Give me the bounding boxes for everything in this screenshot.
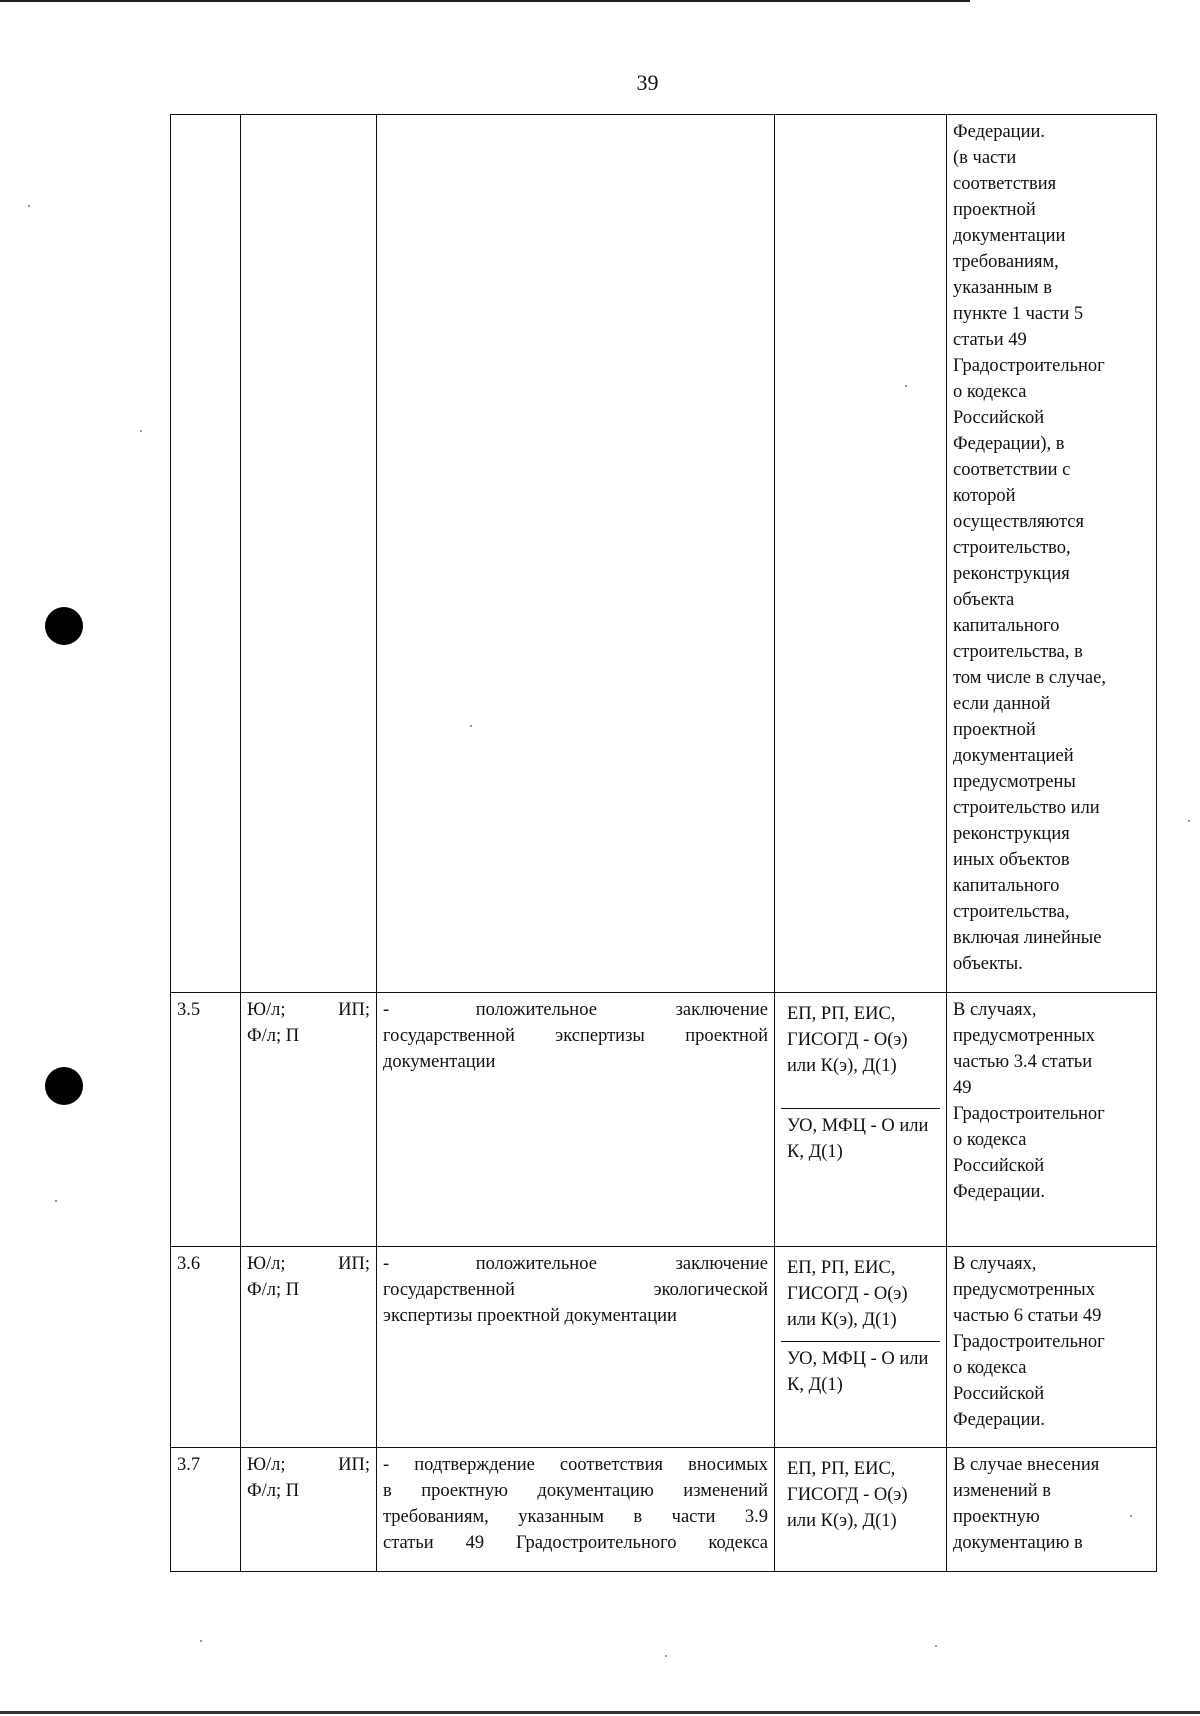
- document-line: - подтверждение соответствия вносимых: [383, 1455, 768, 1475]
- condition-line: указанным в: [953, 278, 1052, 298]
- condition-line: реконструкция: [953, 564, 1070, 584]
- scan-speck: [905, 385, 907, 387]
- scan-speck: [470, 725, 472, 727]
- subject-line: [247, 1251, 370, 1277]
- condition-line: проектной: [953, 720, 1036, 740]
- table-row: [171, 1448, 1157, 1572]
- condition-line: документацией: [953, 746, 1074, 766]
- scan-speck: [55, 1200, 57, 1202]
- condition-line: о кодекса: [953, 1130, 1027, 1150]
- condition-line: капитального: [953, 616, 1060, 636]
- document-cell: [377, 1448, 775, 1572]
- scan-speck: [1130, 1515, 1132, 1517]
- condition-line: проектную: [953, 1507, 1040, 1527]
- subject-text: Ю/л;: [247, 1000, 286, 1020]
- condition-line: документации: [953, 226, 1066, 246]
- condition-line: В случаях,: [953, 1000, 1037, 1020]
- condition-line: Федерации), в: [953, 434, 1065, 454]
- format-electronic: ЕП, РП, ЕИС, ГИСОГД - О(э) или К(э), Д(1): [787, 1459, 908, 1531]
- subject-text: ИП;: [338, 1000, 370, 1020]
- table-row: [171, 1247, 1157, 1448]
- subject-line: Ф/л; П: [247, 1280, 300, 1300]
- subject-line: [247, 1452, 370, 1478]
- punch-hole-upper: [45, 607, 83, 645]
- condition-line: изменений в: [953, 1481, 1052, 1501]
- scan-speck: [1188, 820, 1190, 822]
- subject-text: Ю/л;: [247, 1254, 286, 1274]
- row-number-cell: 3.7: [171, 1448, 241, 1572]
- format-cell: [775, 993, 947, 1247]
- condition-cell: [947, 1448, 1157, 1572]
- document-line: экспертизы проектной документации: [383, 1306, 677, 1326]
- document-line: документации: [383, 1052, 496, 1072]
- subject-cell: [241, 1247, 377, 1448]
- subject-line: [247, 997, 370, 1023]
- condition-line: Федерации.: [953, 1182, 1045, 1202]
- table-row: [171, 115, 1157, 993]
- format-paper: УО, МФЦ - О или К, Д(1): [781, 1108, 940, 1171]
- document-line: - положительное заключение: [383, 1254, 768, 1274]
- condition-line: пункте 1 части 5: [953, 304, 1084, 324]
- condition-cell: [947, 1247, 1157, 1448]
- punch-hole-lower: [45, 1067, 83, 1105]
- subject-text: ИП;: [338, 1455, 370, 1475]
- subject-line: Ф/л; П: [247, 1026, 300, 1046]
- condition-line: предусмотрены: [953, 772, 1076, 792]
- document-line: в проектную документацию изменений: [383, 1481, 768, 1501]
- format-cell: [775, 1247, 947, 1448]
- page-number: 39: [636, 70, 659, 95]
- condition-line: объекта: [953, 590, 1015, 610]
- format-electronic: ЕП, РП, ЕИС, ГИСОГД - О(э) или К(э), Д(1): [787, 1004, 908, 1076]
- condition-line: Российской: [953, 408, 1045, 428]
- condition-line: о кодекса: [953, 382, 1027, 402]
- condition-line: Градостроительног: [953, 1104, 1105, 1124]
- condition-line: требованиям,: [953, 252, 1059, 272]
- document-cell: [377, 115, 775, 993]
- condition-line: соответствии с: [953, 460, 1071, 480]
- condition-line: предусмотренных: [953, 1280, 1095, 1300]
- condition-line: реконструкция: [953, 824, 1070, 844]
- subject-text: ИП;: [338, 1254, 370, 1274]
- table-row: [171, 993, 1157, 1247]
- condition-line: строительства,: [953, 902, 1070, 922]
- format-electronic: ЕП, РП, ЕИС, ГИСОГД - О(э) или К(э), Д(1): [787, 1258, 908, 1330]
- condition-line: строительства, в: [953, 642, 1083, 662]
- condition-line: если данной: [953, 694, 1051, 714]
- condition-line: статьи 49: [953, 330, 1027, 350]
- condition-line: включая линейные: [953, 928, 1102, 948]
- condition-line: проектной: [953, 200, 1036, 220]
- scan-edge-top: [0, 0, 970, 2]
- condition-line: Российской: [953, 1384, 1045, 1404]
- document-line: государственной экологической: [383, 1280, 768, 1300]
- format-cell: [775, 115, 947, 993]
- condition-line: документацию в: [953, 1533, 1083, 1553]
- scan-speck: [935, 1645, 937, 1647]
- condition-line: предусмотренных: [953, 1026, 1095, 1046]
- condition-line: том числе в случае,: [953, 668, 1106, 688]
- condition-line: объекты.: [953, 954, 1023, 974]
- document-line: статьи 49 Градостроительного кодекса: [383, 1533, 768, 1553]
- condition-line: капитального: [953, 876, 1060, 896]
- document-cell: [377, 993, 775, 1247]
- subject-text: Ю/л;: [247, 1455, 286, 1475]
- row-number-cell: 3.5: [171, 993, 241, 1247]
- format-cell: [775, 1448, 947, 1572]
- subject-line: Ф/л; П: [247, 1481, 300, 1501]
- subject-cell: [241, 1448, 377, 1572]
- condition-line: частью 3.4 статьи: [953, 1052, 1093, 1072]
- condition-line: соответствия: [953, 174, 1057, 194]
- condition-line: о кодекса: [953, 1358, 1027, 1378]
- scan-speck: [140, 430, 142, 432]
- requirements-table: [170, 114, 1157, 1572]
- condition-line: Федерации.: [953, 1410, 1045, 1430]
- condition-line: Градостроительног: [953, 1332, 1105, 1352]
- scan-speck: [665, 1655, 667, 1657]
- condition-cell: [947, 993, 1157, 1247]
- scan-speck: [28, 205, 30, 207]
- condition-line: Российской: [953, 1156, 1045, 1176]
- document-cell: [377, 1247, 775, 1448]
- document-line: - положительное заключение: [383, 1000, 768, 1020]
- row-number-cell: 3.6: [171, 1247, 241, 1448]
- scan-speck: [200, 1640, 202, 1642]
- document-line: государственной экспертизы проектной: [383, 1026, 768, 1046]
- condition-line: которой: [953, 486, 1016, 506]
- subject-cell: [241, 115, 377, 993]
- condition-line: строительство,: [953, 538, 1071, 558]
- subject-cell: [241, 993, 377, 1247]
- condition-line: (в части: [953, 148, 1017, 168]
- format-paper: УО, МФЦ - О или К, Д(1): [781, 1341, 940, 1404]
- condition-line: частью 6 статьи 49: [953, 1306, 1102, 1326]
- condition-line: Федерации.: [953, 122, 1045, 142]
- condition-line: осуществляются: [953, 512, 1084, 532]
- condition-line: иных объектов: [953, 850, 1070, 870]
- condition-line: Градостроительног: [953, 356, 1105, 376]
- document-line: требованиям, указанным в части 3.9: [383, 1507, 768, 1527]
- condition-cell: [947, 115, 1157, 993]
- scan-edge-bottom: [0, 1711, 1200, 1714]
- condition-line: строительство или: [953, 798, 1100, 818]
- condition-line: В случае внесения: [953, 1455, 1100, 1475]
- row-number-cell: [171, 115, 241, 993]
- condition-line: 49: [953, 1078, 972, 1098]
- condition-line: В случаях,: [953, 1254, 1037, 1274]
